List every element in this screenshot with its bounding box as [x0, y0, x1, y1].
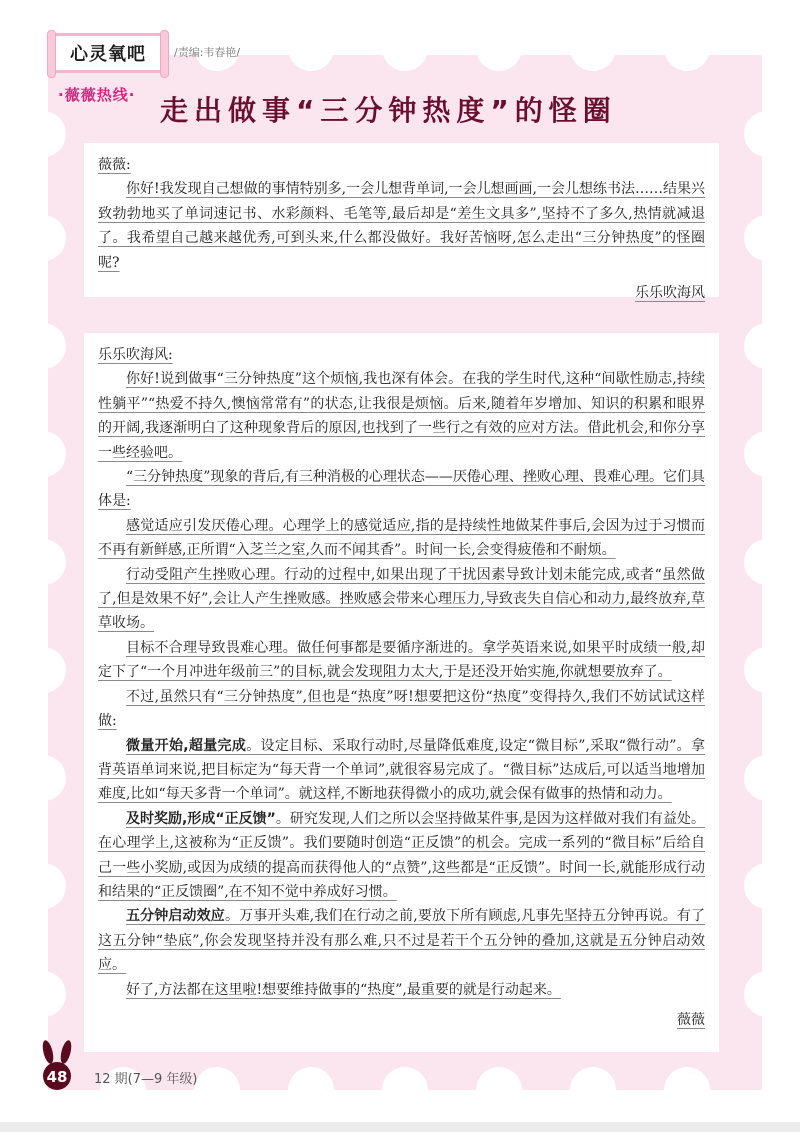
reply-paragraph: 不过,虽然只有“三分钟热度”,但也是“热度”呀!想要把这份“热度”变得持久,我们不妨试试这样做:: [98, 688, 705, 730]
scallop: [382, 1067, 428, 1113]
reply-paragraph: 。研究发现,人们之所以会坚持做某件事,是因为这样做对我们有益处。在心理学上,这被称为“正反馈”。我们要随时创造“正反馈”的机会。完成一系列的“微目标”后给自己一些小奖励,或因为成绩的提高而获得他人的“点赞”,这些都是“正反馈”。时间一长,就能形成行动和结果的“正反馈圈”,在不知不觉中养成好习惯。: [98, 810, 705, 900]
scallop: [744, 215, 790, 261]
reply-text: [98, 343, 705, 1032]
scallop: [20, 215, 66, 261]
letter-text: [98, 153, 705, 305]
scallop: [382, 25, 428, 71]
column-badge: 心灵氧吧: [52, 33, 164, 73]
page-bottom-edge: [0, 1122, 800, 1132]
reply-salutation: 乐乐吹海风:: [98, 347, 173, 363]
reply-paragraph: 。设定目标、采取行动时,尽量降低难度,设定“微目标”,采取“微行动”。拿背英语单词来说,把目标定为“每天背一个单词”,就很容易完成了。“微目标”达成后,可以适当地增加难度,比如“每天多背一个单词”。就这样,不断地获得微小的成功,就会保有做事的热情和动力。: [98, 737, 705, 803]
scallop: [476, 1067, 522, 1113]
scallop: [744, 863, 790, 909]
scallop: [744, 539, 790, 585]
reply-box: [84, 333, 719, 1052]
tip-heading-micro-start: 微量开始,超量完成: [126, 737, 247, 754]
scallop: [744, 111, 790, 157]
scallop: [20, 323, 66, 369]
scallop: [570, 25, 616, 71]
tip-heading-five-minute: 五分钟启动效应: [126, 908, 225, 925]
scallop: [744, 647, 790, 693]
reply-paragraph: 感觉适应引发厌倦心理。心理学上的感觉适应,指的是持续性地做某件事后,会因为过于习惯而不再有新鲜感,正所谓“入芝兰之室,久而不闻其香”。时间一长,会变得疲倦和不耐烦。: [98, 517, 705, 559]
scallop: [288, 25, 334, 71]
letter-box: [84, 143, 719, 302]
reply-paragraph: 行动受阻产生挫败心理。行动的过程中,如果出现了干扰因素导致计划未能完成,或者“虽然做了,但是效果不好”,会让人产生挫败感。挫败感会带来心理压力,导致丧失自信心和动力,最终放弃,草草收场。: [98, 566, 705, 632]
scallop: [288, 1067, 334, 1113]
reply-paragraph: 。万事开头难,我们在行动之前,要放下所有顾虑,凡事先坚持五分钟再说。有了这五分钟“垫底”,你会发现坚持并没有那么难,只不过是若干个五分钟的叠加,这就是五分钟启动效应。: [98, 908, 706, 974]
scallop: [20, 755, 66, 801]
scallop: [744, 755, 790, 801]
issue-label: 12 期(7—9 年级): [94, 1072, 198, 1087]
article-title: 走出做事“三分钟热度”的怪圈: [160, 94, 617, 127]
letter-signature: 乐乐吹海风: [635, 285, 705, 302]
scallop: [744, 971, 790, 1017]
letter-salutation: 薇薇:: [98, 157, 131, 173]
scallop: [744, 431, 790, 477]
scallop: [20, 111, 66, 157]
letter-paragraph: 你好!我发现自己想做的事情特别多,一会儿想背单词,一会儿想画画,一会儿想练书法……结果兴致勃勃地买了单词速记书、水彩颜料、毛笔等,最后却是“差生文具多”,坚持不了多久,热情就减退了。我希望自己越来越优秀,可到头来,什么都没做好。我好苦恼呀,怎么走出“三分钟热度”的怪圈呢?: [98, 181, 705, 271]
reply-paragraph: 好了,方法都在这里啦!想要维持做事的“热度”,最重要的就是行动起来。: [126, 981, 561, 998]
scallop: [194, 1067, 240, 1113]
scallop: [476, 25, 522, 71]
tip-heading-reward: 及时奖励,形成“正反馈”: [126, 810, 276, 827]
scallop: [20, 539, 66, 585]
page-number: 48: [46, 1068, 68, 1086]
scallop: [20, 971, 66, 1017]
reply-paragraph: 目标不合理导致畏难心理。做任何事都是要循序渐进的。拿学英语来说,如果平时成绩一般,却定下了“一个月冲进年级前三”的目标,就会发现阻力太大,于是还没开始实施,你就想要放弃了。: [98, 639, 705, 681]
column-tag: ·薇薇热线·: [58, 86, 136, 104]
reply-paragraph: 你好!说到做事“三分钟热度”这个烦恼,我也深有体会。在我的学生时代,这种“间歇性励志,持续性躺平”“热爱不持久,懊恼常常有”的状态,让我很是烦恼。后来,随着年岁增加、知识的积累和眼界的开阔,我逐渐明白了这种现象背后的原因,也找到了一些行之有效的应对方法。借此机会,和你分享一些经验吧。: [98, 371, 705, 461]
scallop: [20, 647, 66, 693]
scallop: [664, 1067, 710, 1113]
scallop: [744, 323, 790, 369]
scallop: [664, 25, 710, 71]
scallop: [20, 431, 66, 477]
editor-credit: /责编:韦春艳/: [174, 46, 241, 59]
scallop: [570, 1067, 616, 1113]
reply-signature: 薇薇: [677, 1011, 705, 1028]
reply-paragraph: “三分钟热度”现象的背后,有三种消极的心理状态——厌倦心理、挫败心理、畏难心理。它们具体是:: [98, 469, 705, 510]
scallop: [20, 863, 66, 909]
